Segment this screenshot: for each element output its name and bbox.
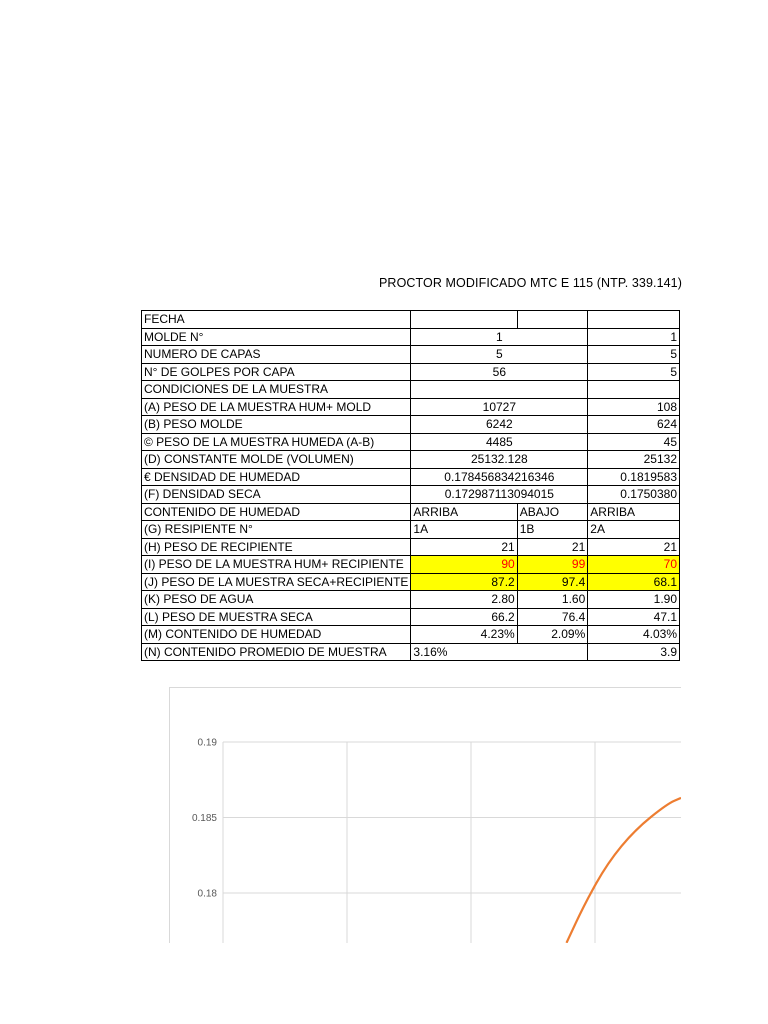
cell-arriba-1: 1A [411,521,517,539]
y-tick-label: 0.18 [197,888,217,900]
row-label: CONDICIONES DE LA MUESTRA [142,381,411,399]
sample-2-value: 45 [588,433,680,451]
sample-1-value: 4485 [411,433,588,451]
row-label: (A) PESO DE LA MUESTRA HUM+ MOLD [142,398,411,416]
sample-2-value: 25132 [588,451,680,469]
proctor-table-body [142,311,680,661]
table-row [142,451,680,469]
density-chart [169,687,681,943]
sample-1-value: 5 [411,346,588,364]
table-row [142,486,680,504]
cell-abajo-1: 21 [517,538,588,556]
table-row [142,363,680,381]
table-row [142,468,680,486]
row-label: (F) DENSIDAD SECA [142,486,411,504]
cell-arriba-1: 87.2 [411,573,517,591]
row-label: € DENSIDAD DE HUMEDAD [142,468,411,486]
row-label: MOLDE N° [142,328,411,346]
row-label: (I) PESO DE LA MUESTRA HUM+ RECIPIENTE [142,556,411,574]
y-tick-label: 0.185 [191,813,217,824]
row-label: CONTENIDO DE HUMEDAD [142,503,411,521]
cell-arriba-2: 70 [588,556,680,574]
row-label: (B) PESO MOLDE [142,416,411,434]
series-line [567,798,682,943]
row-label: FECHA [142,311,411,329]
cell-arriba-1: 4.23% [411,626,517,644]
table-row [142,398,680,416]
row-label: NUMERO DE CAPAS [142,346,411,364]
cell-abajo-1 [517,311,588,329]
sample-1-value: 56 [411,363,588,381]
sample-2-value: 108 [588,398,680,416]
y-tick-label: 0.19 [197,737,217,749]
sample-2-value: 3.9 [588,643,680,661]
sample-2-value [588,381,680,399]
table-row [142,311,680,329]
row-label: (K) PESO DE AGUA [142,591,411,609]
sample-2-value: 5 [588,346,680,364]
sample-2-value: 1 [588,328,680,346]
table-row [142,573,680,591]
density-chart-svg [170,688,681,943]
table-row [142,538,680,556]
table-row [142,346,680,364]
cell-abajo-1: 1B [517,521,588,539]
row-label: (G) RESIPIENTE N° [142,521,411,539]
cell-arriba-1: 90 [411,556,517,574]
cell-abajo-1: 2.09% [517,626,588,644]
sample-1-value: 3.16% [411,643,588,661]
sample-2-value: 0.1819583 [588,468,680,486]
row-label: (M) CONTENIDO DE HUMEDAD [142,626,411,644]
table-row [142,643,680,661]
cell-arriba-2: 47.1 [588,608,680,626]
cell-arriba-2 [588,311,680,329]
sample-2-value: 5 [588,363,680,381]
cell-abajo-1: 1.60 [517,591,588,609]
row-label: (N) CONTENIDO PROMEDIO DE MUESTRA [142,643,411,661]
cell-arriba-1: 66.2 [411,608,517,626]
sample-1-value: 1 [411,328,588,346]
row-label: (L) PESO DE MUESTRA SECA [142,608,411,626]
table-row [142,608,680,626]
sample-1-value: 0.172987113094015 [411,486,588,504]
table-row [142,591,680,609]
table-row [142,626,680,644]
sample-2-value: 624 [588,416,680,434]
cell-arriba-2: 4.03% [588,626,680,644]
sheet-title: PROCTOR MODIFICADO MTC E 115 (NTP. 339.141) [379,276,682,290]
sample-1-value: 6242 [411,416,588,434]
cell-arriba-1: 21 [411,538,517,556]
sample-1-value: 25132.128 [411,451,588,469]
row-label: (D) CONSTANTE MOLDE (VOLUMEN) [142,451,411,469]
sample-1-value [411,381,588,399]
cell-arriba-2: 68.1 [588,573,680,591]
cell-arriba-2: 1.90 [588,591,680,609]
cell-arriba-1: ARRIBA [411,503,517,521]
proctor-table [141,310,680,661]
cell-abajo-1: 76.4 [517,608,588,626]
table-row [142,556,680,574]
table-row [142,433,680,451]
cell-arriba-2: ARRIBA [588,503,680,521]
sample-2-value: 0.1750380 [588,486,680,504]
table-row [142,521,680,539]
table-row [142,503,680,521]
cell-arriba-2: 2A [588,521,680,539]
table-row [142,416,680,434]
proctor-table-viewport [141,310,680,662]
cell-arriba-1 [411,311,517,329]
cell-abajo-1: 97.4 [517,573,588,591]
cell-abajo-1: ABAJO [517,503,588,521]
row-label: (J) PESO DE LA MUESTRA SECA+RECIPIENTE [142,573,411,591]
row-label: (H) PESO DE RECIPIENTE [142,538,411,556]
cell-arriba-1: 2.80 [411,591,517,609]
cell-arriba-2: 21 [588,538,680,556]
table-row [142,381,680,399]
table-row [142,328,680,346]
row-label: © PESO DE LA MUESTRA HUMEDA (A-B) [142,433,411,451]
row-label: N° DE GOLPES POR CAPA [142,363,411,381]
cell-abajo-1: 99 [517,556,588,574]
sample-1-value: 10727 [411,398,588,416]
sample-1-value: 0.178456834216346 [411,468,588,486]
